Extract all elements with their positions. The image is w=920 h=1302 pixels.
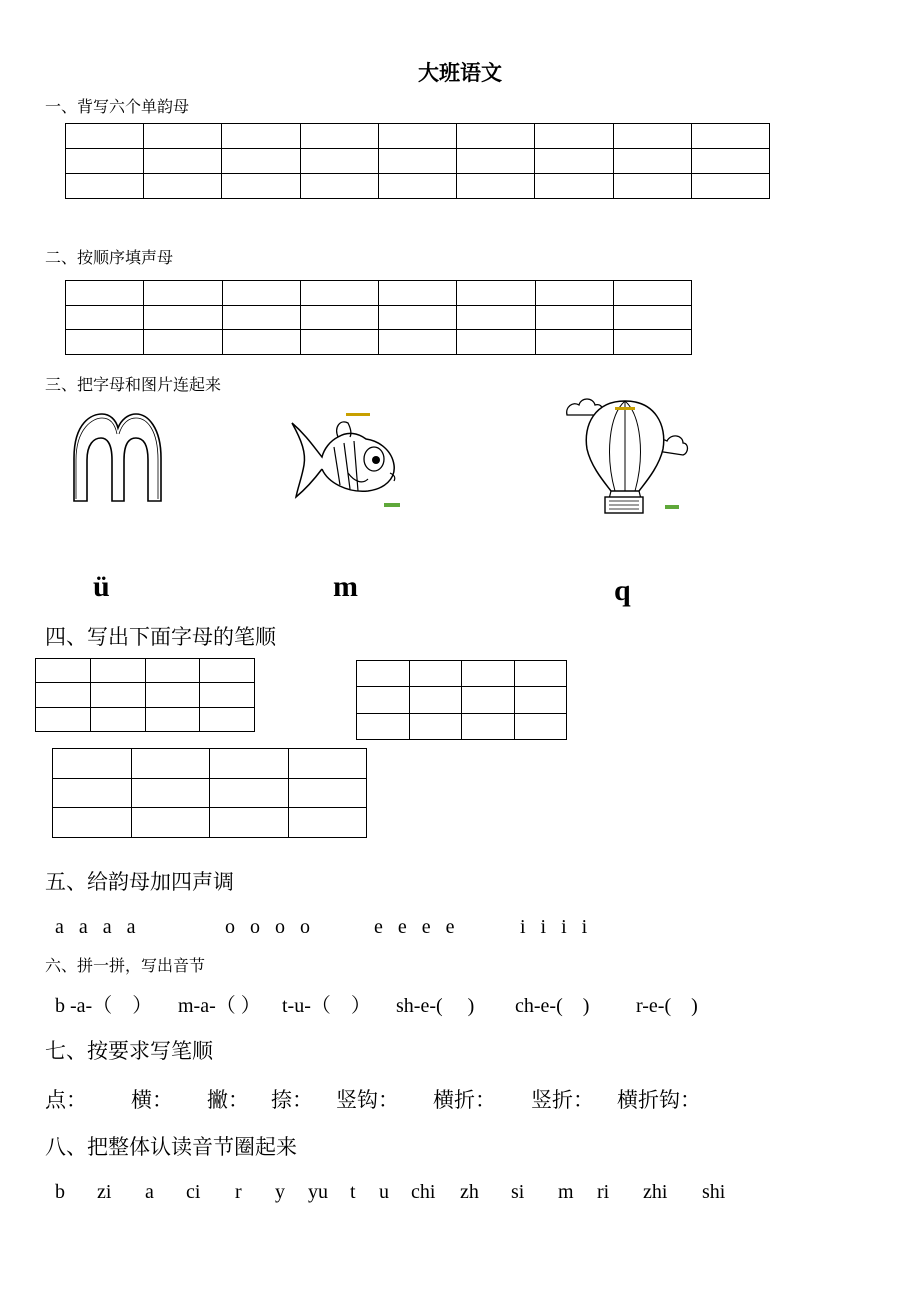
section-1-grid[interactable] (65, 123, 770, 199)
spell-item[interactable]: b -a-（ ） (55, 995, 153, 1017)
letter-m[interactable]: m (333, 570, 358, 603)
syllable[interactable]: y (275, 1181, 285, 1203)
spell-item[interactable]: m-a-（ ） (178, 995, 261, 1017)
outline-m-picture (68, 408, 168, 506)
stroke-item[interactable]: 横折钩： (617, 1088, 701, 1112)
syllable[interactable]: ri (597, 1181, 610, 1203)
syllable[interactable]: r (235, 1181, 242, 1203)
stroke-item[interactable]: 横折： (433, 1088, 496, 1112)
section-4-grid-a[interactable] (35, 658, 255, 732)
stroke-item[interactable]: 竖钩： (336, 1088, 399, 1112)
vowel-group-a[interactable]: a a a a (55, 916, 136, 938)
syllable[interactable]: zi (97, 1181, 112, 1203)
stroke-item[interactable]: 竖折： (531, 1088, 594, 1112)
vowel-group-o[interactable]: o o o o (225, 916, 310, 938)
vowel-group-i[interactable]: i i i i (520, 916, 588, 938)
syllable[interactable]: shi (702, 1181, 726, 1203)
section-8-heading: 八、把整体认读音节圈起来 (45, 1135, 297, 1159)
spell-item[interactable]: r-e-( ) (636, 995, 698, 1017)
section-3-heading: 三、把字母和图片连起来 (45, 375, 222, 394)
spell-item[interactable]: ch-e-( ) (515, 995, 590, 1017)
section-4-grid-c[interactable] (52, 748, 367, 838)
syllable[interactable]: zh (460, 1181, 479, 1203)
section-1-heading: 一、背写六个单韵母 (45, 97, 190, 116)
syllable[interactable]: m (558, 1181, 574, 1203)
spell-item[interactable]: t-u-（ ） (282, 995, 371, 1017)
syllable[interactable]: a (145, 1181, 154, 1203)
syllable[interactable]: si (511, 1181, 525, 1203)
syllable[interactable]: zhi (643, 1181, 668, 1203)
syllable[interactable]: chi (411, 1181, 436, 1203)
hot-air-balloon-picture (565, 395, 690, 520)
syllable[interactable]: ci (186, 1181, 201, 1203)
syllable[interactable]: b (55, 1181, 65, 1203)
syllable[interactable]: u (379, 1181, 389, 1203)
syllable[interactable]: t (350, 1181, 356, 1203)
section-5-heading: 五、给韵母加四声调 (45, 870, 234, 894)
stroke-item[interactable]: 点： (45, 1088, 87, 1112)
section-2-grid[interactable] (65, 280, 692, 355)
letter-u-umlaut[interactable]: ü (93, 570, 110, 603)
stroke-item[interactable]: 横： (131, 1088, 173, 1112)
section-6-heading: 六、拼一拼，写出音节 (45, 956, 206, 975)
page-title: 大班语文 (418, 60, 502, 85)
syllable[interactable]: yu (308, 1181, 328, 1203)
section-2-heading: 二、按顺序填声母 (45, 248, 174, 267)
stroke-item[interactable]: 捺： (271, 1088, 313, 1112)
letter-q[interactable]: q (614, 574, 631, 607)
vowel-group-e[interactable]: e e e e (374, 916, 455, 938)
fish-picture (288, 403, 418, 515)
section-4-grid-b[interactable] (356, 660, 567, 740)
stroke-item[interactable]: 撇： (207, 1088, 249, 1112)
section-4-heading: 四、写出下面字母的笔顺 (45, 625, 276, 649)
spell-item[interactable]: sh-e-( ) (396, 995, 475, 1017)
section-7-heading: 七、按要求写笔顺 (45, 1039, 213, 1063)
